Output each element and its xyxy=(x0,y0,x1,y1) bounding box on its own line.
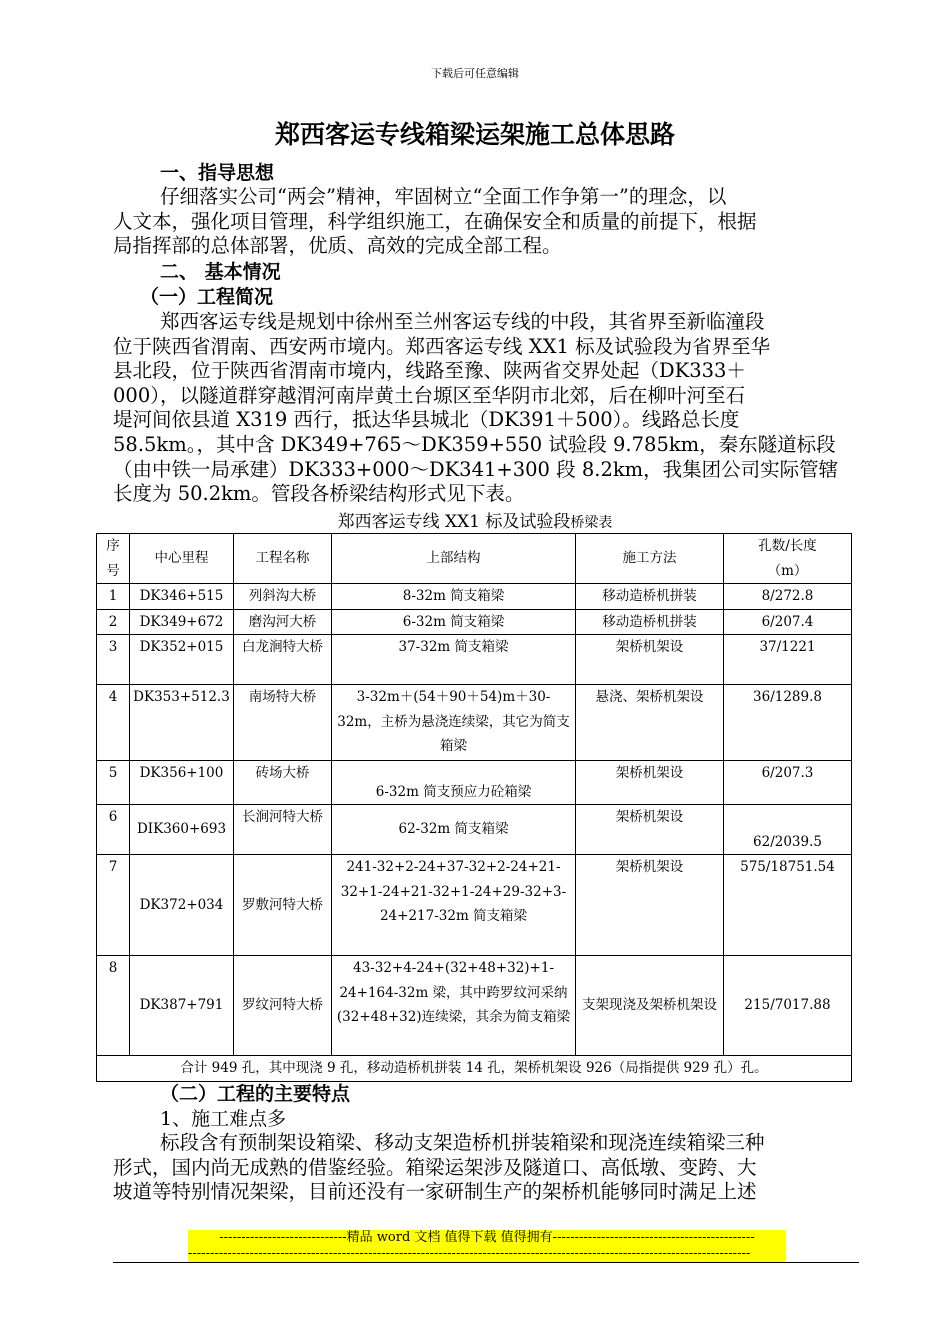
paragraph-line: 堤河间依县道 X319 西行，抵达华县城北（DK391＋500）。线路总长度 xyxy=(113,408,740,432)
table-row xyxy=(97,855,852,956)
table-row xyxy=(97,635,852,685)
cell-structure: 43-32+4-24+(32+48+32)+1-24+164-32m 梁，其中跨罗纹河采纳(32+48+32)连续梁，其余为简支箱梁 xyxy=(332,956,576,1056)
bridge-table xyxy=(96,533,852,1082)
table-caption-suffix: 桥梁表 xyxy=(570,515,613,531)
cell-seq: 3 xyxy=(97,635,130,685)
paragraph-line: 形式，国内尚无成熟的借鉴经验。箱梁运架涉及隧道口、高低墩、变跨、大 xyxy=(113,1155,757,1179)
paragraph-line: 坡道等特别情况架梁，目前还没有一家研制生产的架桥机能够同时满足上述 xyxy=(113,1180,757,1204)
cell-name: 列斜沟大桥 xyxy=(234,584,332,610)
paragraph-line: 长度为 50.2km。管段各桥梁结构形式见下表。 xyxy=(113,482,525,506)
cell-count: 6/207.3 xyxy=(724,761,852,805)
paragraph-line: 局指挥部的总体部署，优质、高效的完成全部工程。 xyxy=(113,234,562,258)
cell-count: 6/207.4 xyxy=(724,609,852,635)
cell-structure: 37-32m 简支箱梁 xyxy=(332,635,576,685)
cell-name: 南场特大桥 xyxy=(234,685,332,761)
cell-name: 磨沟河大桥 xyxy=(234,609,332,635)
table-row xyxy=(97,805,852,855)
cell-structure: 241-32+2-24+37-32+2-24+21-32+1-24+21-32+1-24+29-32+3-24+217-32m 简支箱梁 xyxy=(332,855,576,956)
header-mileage: 中心里程 xyxy=(130,534,234,584)
cell-mileage: DK372+034 xyxy=(130,855,234,956)
table-row xyxy=(97,609,852,635)
paragraph-line: 000），以隧道群穿越渭河南岸黄土台塬区至华阴市北郊，后在柳叶河至石 xyxy=(113,383,745,407)
table-header-row xyxy=(97,534,852,584)
header-count xyxy=(724,534,852,584)
cell-method: 架桥机架设 xyxy=(576,805,724,855)
cell-structure: 6-32m 简支箱梁 xyxy=(332,609,576,635)
header-count-unit: （m） xyxy=(767,562,808,579)
header-note: 下载后可任意编辑 xyxy=(431,67,519,80)
table-row xyxy=(97,761,852,805)
footer-dash-line: -------------------------------------------------------------------------------------------------------------------------------- xyxy=(188,1246,786,1262)
cell-name: 罗敷河特大桥 xyxy=(234,855,332,956)
paragraph-line: 人文本，强化项目管理，科学组织施工，在确保安全和质量的前提下，根据 xyxy=(113,209,757,233)
table-row xyxy=(97,685,852,761)
cell-count: 37/1221 xyxy=(724,635,852,685)
cell-method: 架桥机架设 xyxy=(576,635,724,685)
cell-mileage: DIK360+693 xyxy=(130,805,234,855)
cell-mileage: DK356+100 xyxy=(130,761,234,805)
cell-name: 白龙涧特大桥 xyxy=(234,635,332,685)
cell-name: 长涧河特大桥 xyxy=(234,805,332,855)
paragraph-line: 仔细落实公司“两会”精神，牢固树立“全面工作争第一”的理念，以 xyxy=(160,185,727,208)
header-structure: 上部结构 xyxy=(332,534,576,584)
cell-count: 36/1289.8 xyxy=(724,685,852,761)
header-count-label: 孔数/长度 xyxy=(758,538,817,554)
cell-count: 62/2039.5 xyxy=(724,805,852,855)
paragraph-guiding-idea xyxy=(113,185,859,259)
cell-seq: 6 xyxy=(97,805,130,855)
cell-count: 8/272.8 xyxy=(724,584,852,610)
cell-method: 悬浇、架桥机架设 xyxy=(576,685,724,761)
section-heading-guiding-idea: 一、指导思想 xyxy=(160,162,275,184)
footer-banner: -----------------------------精品 word 文档 值得下载 值得拥有---------------------------------------------- xyxy=(188,1230,786,1246)
cell-method: 支架现浇及架桥机架设 xyxy=(576,956,724,1056)
cell-mileage: DK346+515 xyxy=(130,584,234,610)
paragraph-line: 位于陕西省渭南、西安两市境内。郑西客运专线 XX1 标及试验段为省界至华 xyxy=(113,334,771,358)
cell-mileage: DK352+015 xyxy=(130,635,234,685)
cell-mileage: DK387+791 xyxy=(130,956,234,1056)
cell-count: 575/18751.54 xyxy=(724,855,852,956)
header-method: 施工方法 xyxy=(576,534,724,584)
cell-structure: 62-32m 简支箱梁 xyxy=(332,805,576,855)
paragraph-overview xyxy=(113,310,859,507)
cell-method: 架桥机架设 xyxy=(576,855,724,956)
paragraph-line: 58.5km。，其中含 DK349+765～DK359+550 试验段 9.785km，秦东隧道标段 xyxy=(113,432,836,456)
paragraph-line: （由中铁一局承建）DK333+000～DK341+300 段 8.2km，我集团公司实际管辖 xyxy=(113,457,839,481)
paragraph-line: 县北段，位于陕西省渭南市境内，线路至豫、陕两省交界处起（DK333＋ xyxy=(113,359,746,383)
cell-total: 合计 949 孔，其中现浇 9 孔，移动造桥机拼装 14 孔，架桥机架设 926（局指提供 929 孔）孔。 xyxy=(97,1056,852,1082)
cell-seq: 2 xyxy=(97,609,130,635)
table-caption xyxy=(0,511,950,534)
subsection-heading-features: （二）工程的主要特点 xyxy=(160,1083,351,1105)
table-row xyxy=(97,584,852,610)
document-title: 郑西客运专线箱梁运架施工总体思路 xyxy=(274,120,675,149)
cell-name: 罗纹河特大桥 xyxy=(234,956,332,1056)
cell-seq: 5 xyxy=(97,761,130,805)
paragraph-line: 郑西客运专线是规划中徐州至兰州客运专线的中段，其省界至新临潼段 xyxy=(160,310,765,333)
cell-structure: 8-32m 简支箱梁 xyxy=(332,584,576,610)
cell-seq: 4 xyxy=(97,685,130,761)
cell-structure: 3-32m＋(54＋90＋54)m＋30-32m，主桥为悬浇连续梁，其它为简支箱梁 xyxy=(332,685,576,761)
list-item-difficulty xyxy=(113,1107,859,1132)
header-name: 工程名称 xyxy=(234,534,332,584)
cell-structure: 6-32m 简支预应力砼箱梁 xyxy=(332,761,576,805)
cell-method: 架桥机架设 xyxy=(576,761,724,805)
cell-seq: 1 xyxy=(97,584,130,610)
footer-rule xyxy=(113,1262,859,1263)
cell-method: 移动造桥机拼装 xyxy=(576,584,724,610)
header-seq: 序号 xyxy=(97,534,130,584)
paragraph-line: 标段含有预制架设箱梁、移动支架造桥机拼装箱梁和现浇连续箱梁三种 xyxy=(160,1131,765,1154)
cell-mileage: DK353+512.3 xyxy=(130,685,234,761)
table-caption-main: 郑西客运专线 XX1 标及试验段 xyxy=(337,512,571,532)
cell-count: 215/7017.88 xyxy=(724,956,852,1056)
table-total-row xyxy=(97,1056,852,1082)
cell-seq: 7 xyxy=(97,855,130,956)
section-heading-basic-info: 二、 基本情况 xyxy=(160,261,281,283)
cell-seq: 8 xyxy=(97,956,130,1056)
subsection-heading-overview: （一）工程简况 xyxy=(140,286,274,308)
cell-method: 移动造桥机拼装 xyxy=(576,609,724,635)
cell-name: 砖场大桥 xyxy=(234,761,332,805)
paragraph-features xyxy=(113,1131,859,1205)
cell-mileage: DK349+672 xyxy=(130,609,234,635)
table-row xyxy=(97,956,852,1056)
list-item-label: 1、施工难点多 xyxy=(160,1108,287,1130)
